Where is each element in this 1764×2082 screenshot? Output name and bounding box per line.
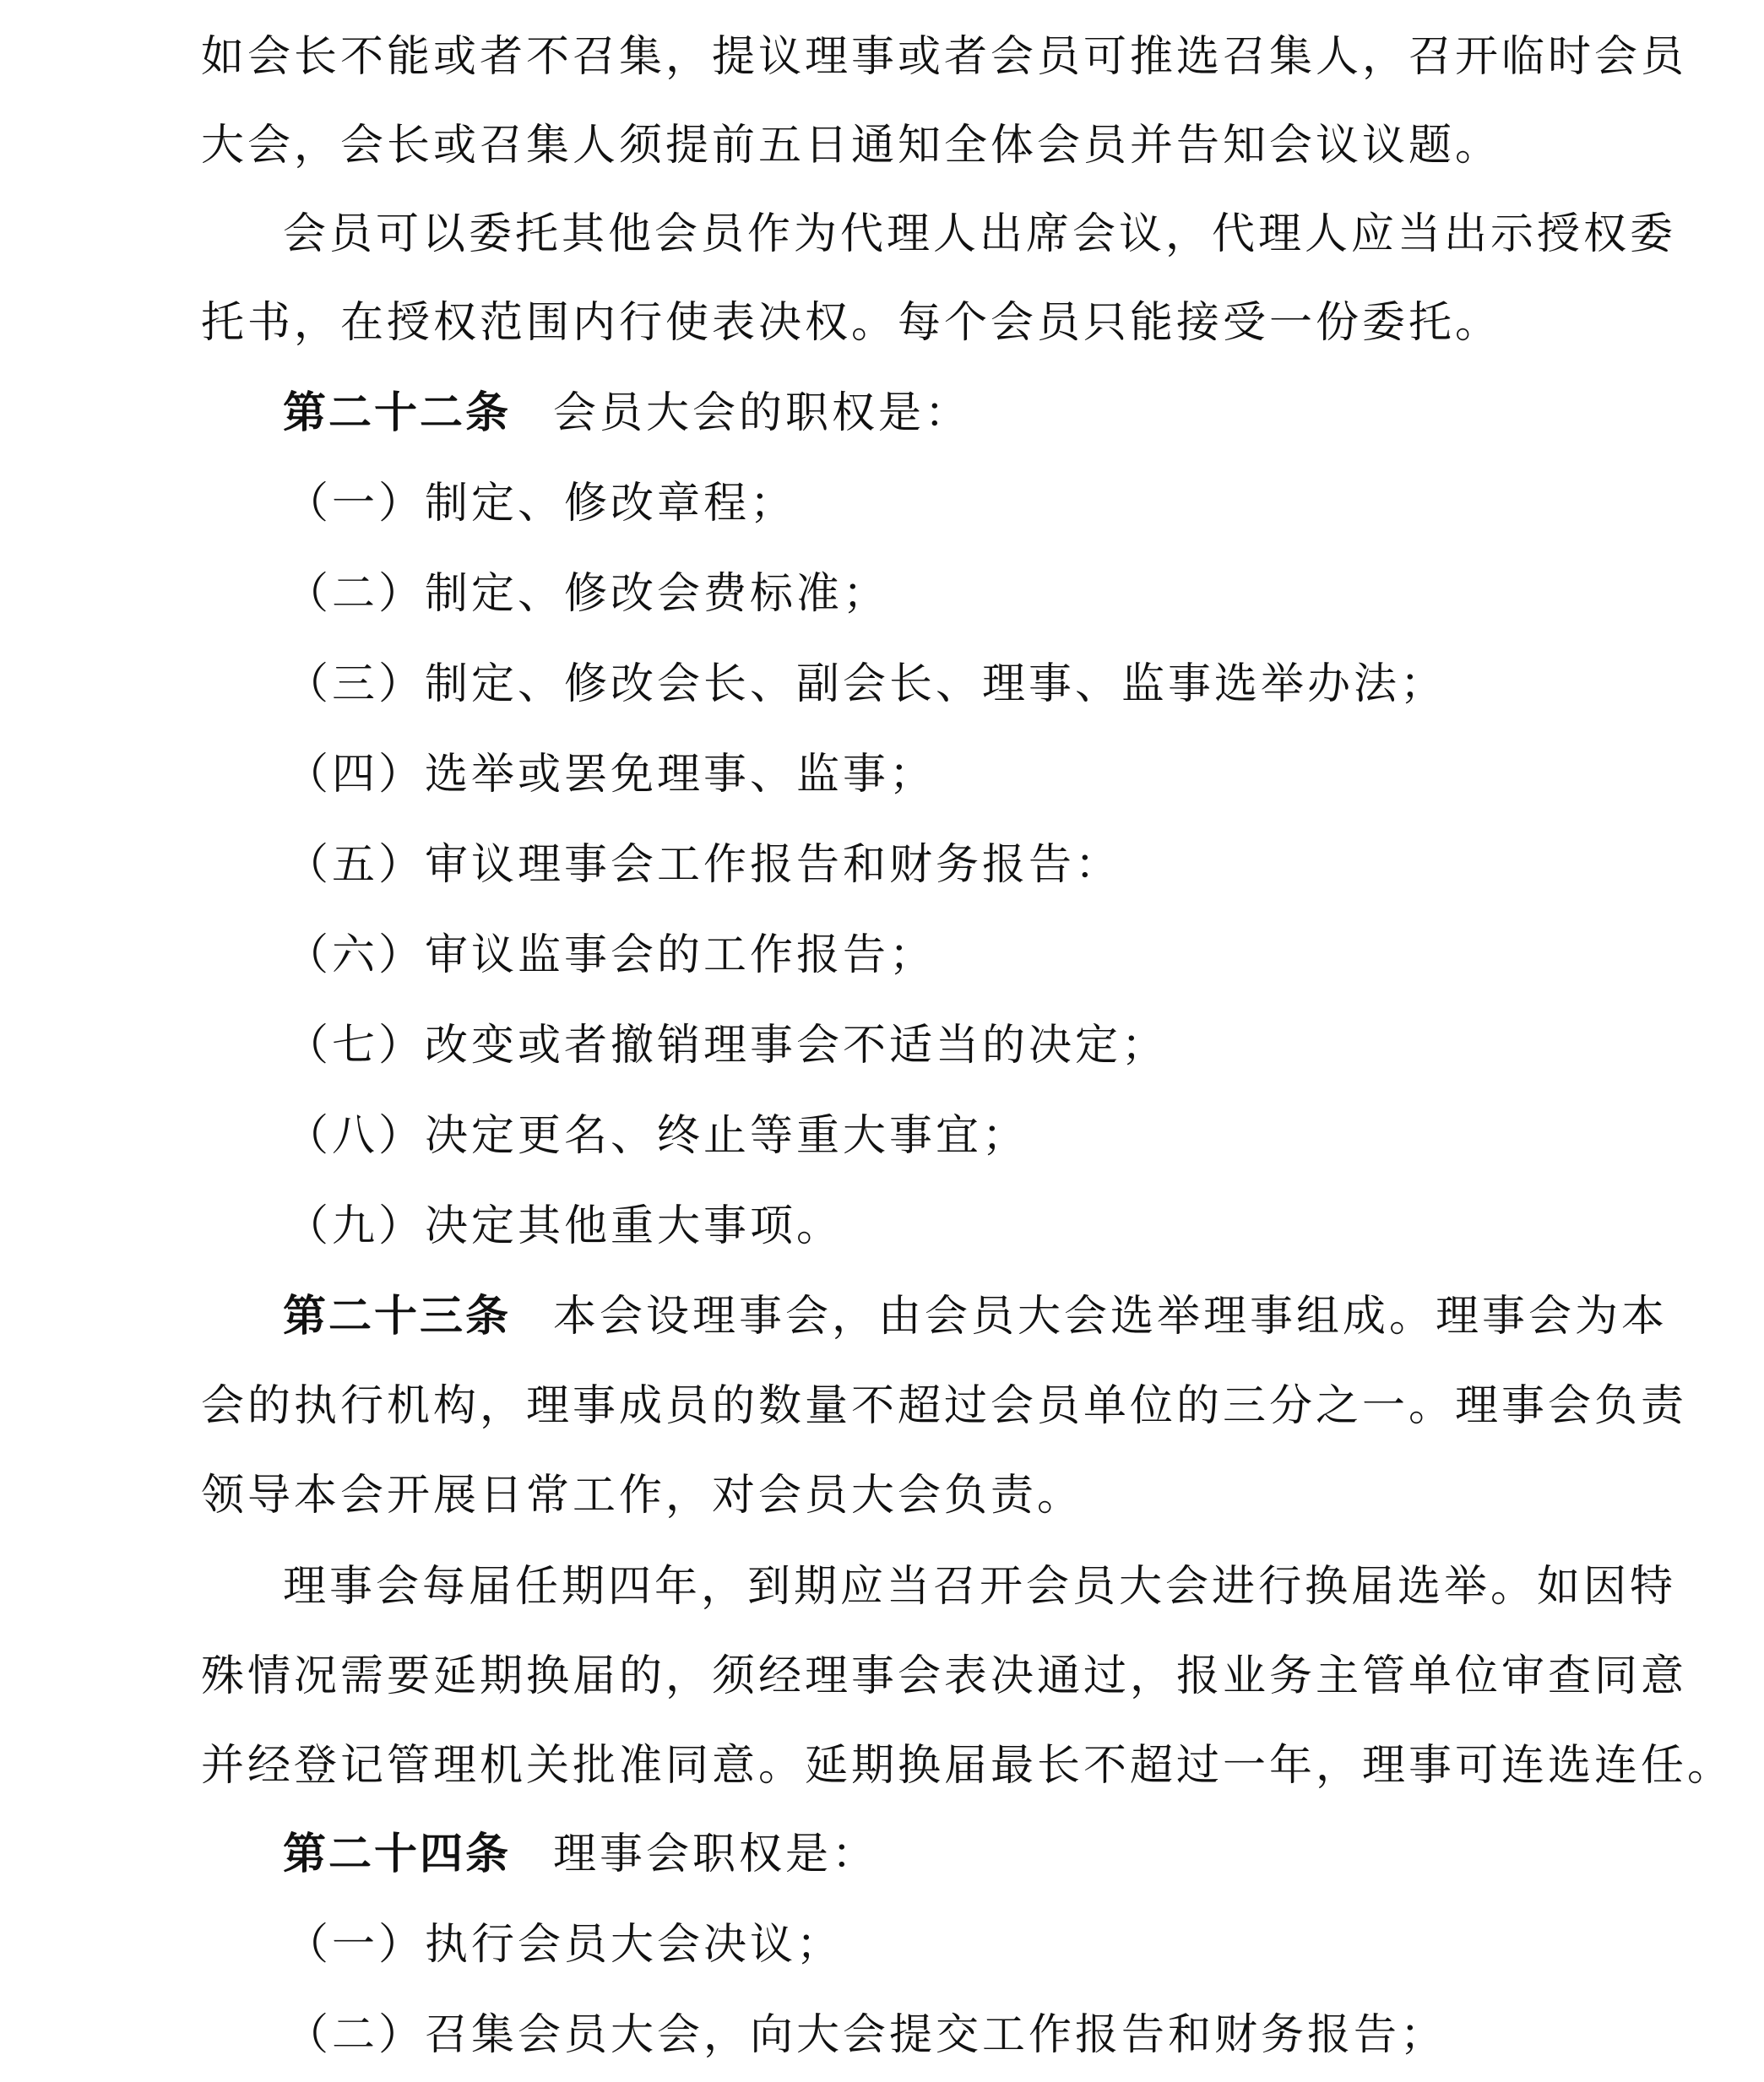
article-text: 本会设理事会，由会员大会选举理事组成。理事会为本 [553,1292,1669,1342]
list-item: （六）审议监事会的工作报告； [285,930,936,980]
paragraph-line: 会员可以委托其他会员作为代理人出席会议，代理人应当出示授权委 [283,209,1677,259]
article-number: 第二十四条 [283,1830,512,1879]
list-item: （八）决定更名、终止等重大事宜； [285,1111,1029,1161]
article-number: 第二十三条 [283,1292,512,1342]
article-text: 理事会职权是： [553,1830,879,1879]
list-item: （七）改变或者撤销理事会不适当的决定； [285,1021,1169,1071]
paragraph-line: 理事会每届任期四年，到期应当召开会员大会进行换届选举。如因特 [283,1562,1677,1612]
list-item: （九）决定其他重大事项。 [285,1201,844,1251]
list-item: （二）制定、修改会费标准； [285,569,890,619]
paragraph-line: 会的执行机构，理事成员的数量不超过会员单位的三分之一。理事会负责 [201,1381,1688,1431]
list-item: （二）召集会员大会，向大会提交工作报告和财务报告； [285,2010,1447,2060]
list-item: （四）选举或罢免理事、监事； [285,750,936,800]
article-23-heading-line [283,1292,1669,1342]
paragraph-line: 托书，在授权范围内行使表决权。每个会员只能接受一份委托。 [201,298,1502,348]
article-22-heading-line [283,388,1560,439]
article-24-heading-line [283,1830,1560,1880]
paragraph-line: 领导本会开展日常工作，对会员大会负责。 [201,1471,1084,1521]
article-text: 会员大会的职权是： [553,388,972,438]
paragraph-line: 如会长不能或者不召集，提议理事或者会员可推选召集人，召开临时会员 [201,32,1688,82]
list-item: （一）执行会员大会决议； [285,1920,844,1970]
list-item: （三）制定、修改会长、副会长、理事、监事选举办法； [285,659,1447,709]
list-item: （一）制定、修改章程； [285,479,797,529]
list-item: （五）审议理事会工作报告和财务报告： [285,840,1122,890]
article-number: 第二十二条 [283,388,512,438]
paragraph-line: 并经登记管理机关批准同意。延期换届最长不超过一年，理事可连选连任。 [201,1741,1734,1791]
paragraph-line: 大会，会长或召集人须提前五日通知全体会员并告知会议议题。 [201,121,1502,171]
paragraph-line: 殊情况需要延期换届的，须经理事会表决通过，报业务主管单位审查同意 [201,1651,1688,1701]
